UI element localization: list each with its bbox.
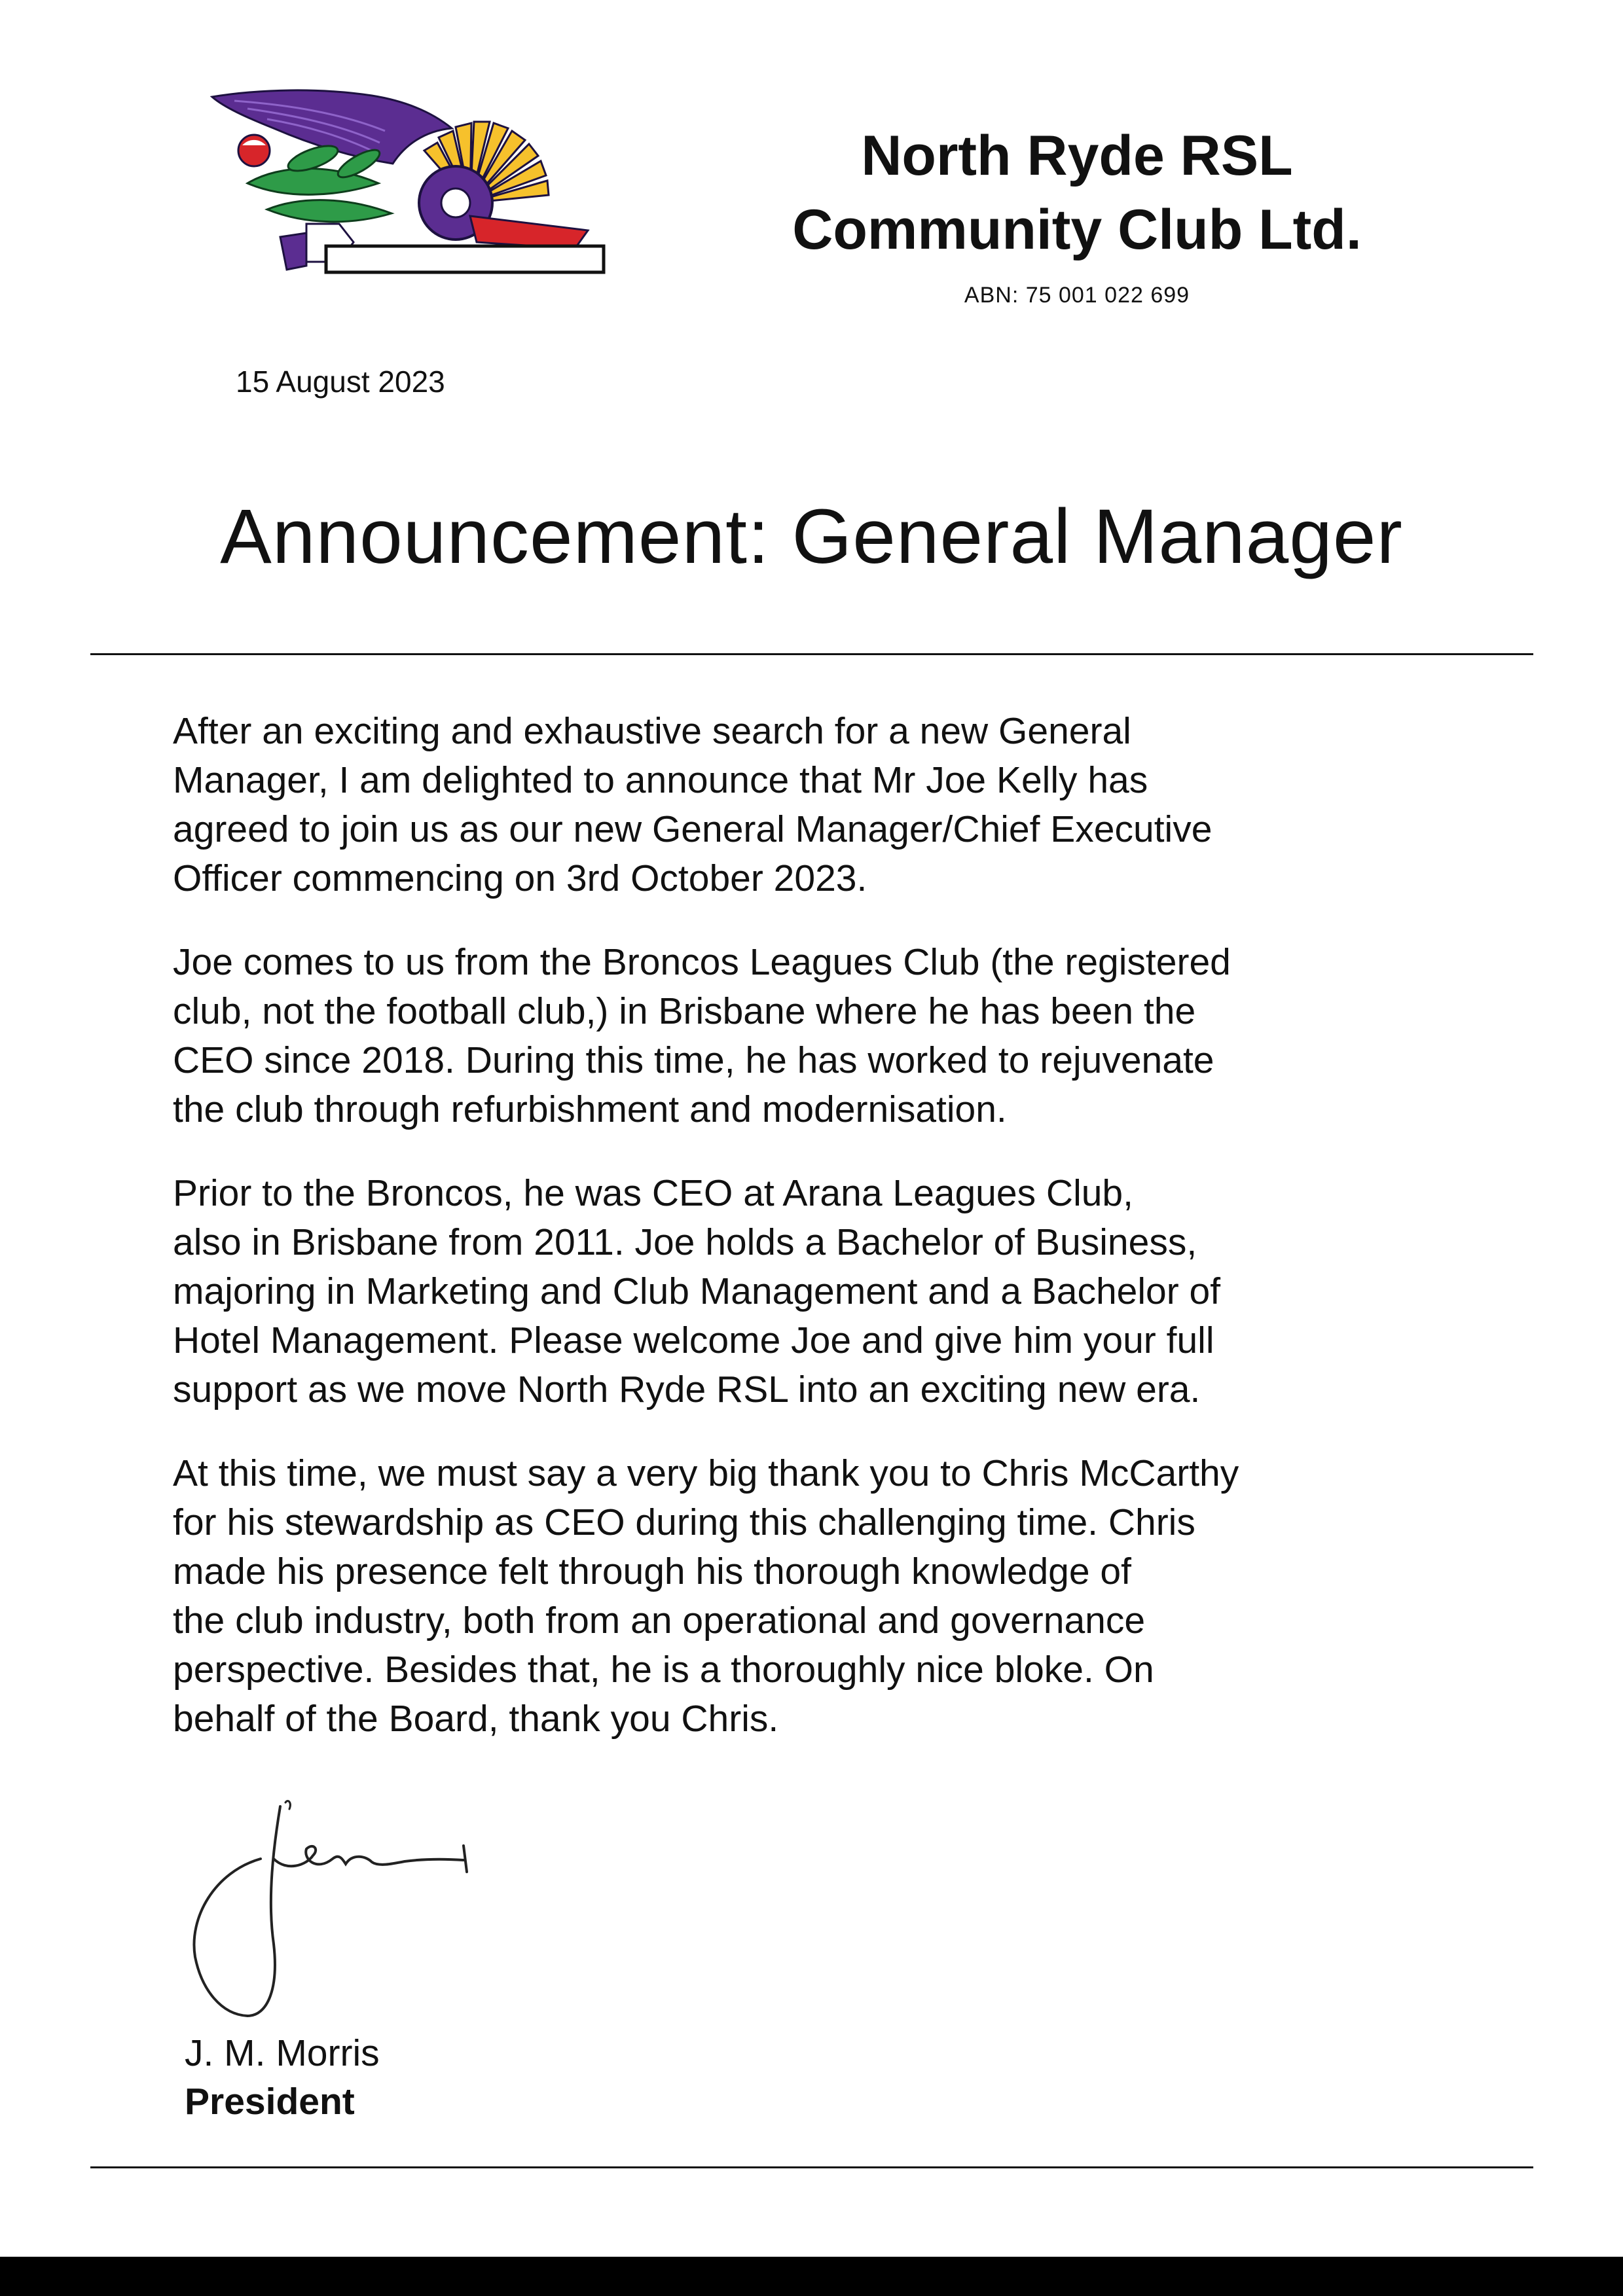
org-name-line-1: North Ryde RSL <box>861 124 1293 187</box>
letter-body <box>173 707 1508 1778</box>
text-line: At this time, we must say a very big thank you to Chris McCarthy <box>173 1452 1239 1494</box>
text-line: support as we move North Ryde RSL into an exciting new era. <box>173 1369 1201 1410</box>
text-line: CEO since 2018. During this time, he has worked to rejuvenate <box>173 1039 1214 1081</box>
text-line: club, not the football club,) in Brisbane where he has been the <box>173 990 1196 1032</box>
announcement-title: Announcement: General Manager <box>220 493 1403 580</box>
abn-number: ABN: 75 001 022 699 <box>964 283 1190 308</box>
footer-bar <box>0 2257 1623 2296</box>
org-name-line-2: Community Club Ltd. <box>792 198 1362 261</box>
signer-name: J. M. Morris <box>185 2032 380 2074</box>
text-line: also in Brisbane from 2011. Joe holds a Bachelor of Business, <box>173 1221 1197 1263</box>
text-line: majoring in Marketing and Club Management and a Bachelor of <box>173 1270 1221 1312</box>
logo-banner <box>326 246 604 272</box>
text-line: agreed to join us as our new General Manager/Chief Executive <box>173 808 1213 850</box>
club-logo <box>208 85 608 281</box>
text-line: perspective. Besides that, he is a thoroughly nice bloke. On <box>173 1649 1154 1691</box>
text-line: After an exciting and exhaustive search for a new General <box>173 710 1131 752</box>
text-line: made his presence felt through his thorough knowledge of <box>173 1551 1131 1592</box>
text-line: Officer commencing on 3rd October 2023. <box>173 857 867 899</box>
logo-torch <box>470 216 588 249</box>
logo-ball <box>238 135 270 166</box>
text-line: the club industry, both from an operational and governance <box>173 1600 1146 1641</box>
text-line: behalf of the Board, thank you Chris. <box>173 1698 779 1740</box>
text-line: Hotel Management. Please welcome Joe and give him your full <box>173 1319 1214 1361</box>
letter-date: 15 August 2023 <box>236 365 445 399</box>
text-line: Manager, I am delighted to announce that Mr Joe Kelly has <box>173 759 1148 801</box>
divider-top <box>90 653 1533 655</box>
signer-title: President <box>185 2081 355 2123</box>
organization-name <box>707 119 1447 267</box>
text-line: Prior to the Broncos, he was CEO at Arana Leagues Club, <box>173 1172 1133 1214</box>
paragraph <box>173 707 1508 903</box>
paragraph <box>173 938 1508 1134</box>
text-line: Joe comes to us from the Broncos Leagues Club (the registered <box>173 941 1231 983</box>
handwritten-signature <box>175 1793 503 2029</box>
text-line: for his stewardship as CEO during this challenging time. Chris <box>173 1501 1195 1543</box>
text-line: the club through refurbishment and modernisation. <box>173 1088 1007 1130</box>
paragraph <box>173 1169 1508 1414</box>
paragraph <box>173 1449 1508 1744</box>
divider-bottom <box>90 2166 1533 2168</box>
